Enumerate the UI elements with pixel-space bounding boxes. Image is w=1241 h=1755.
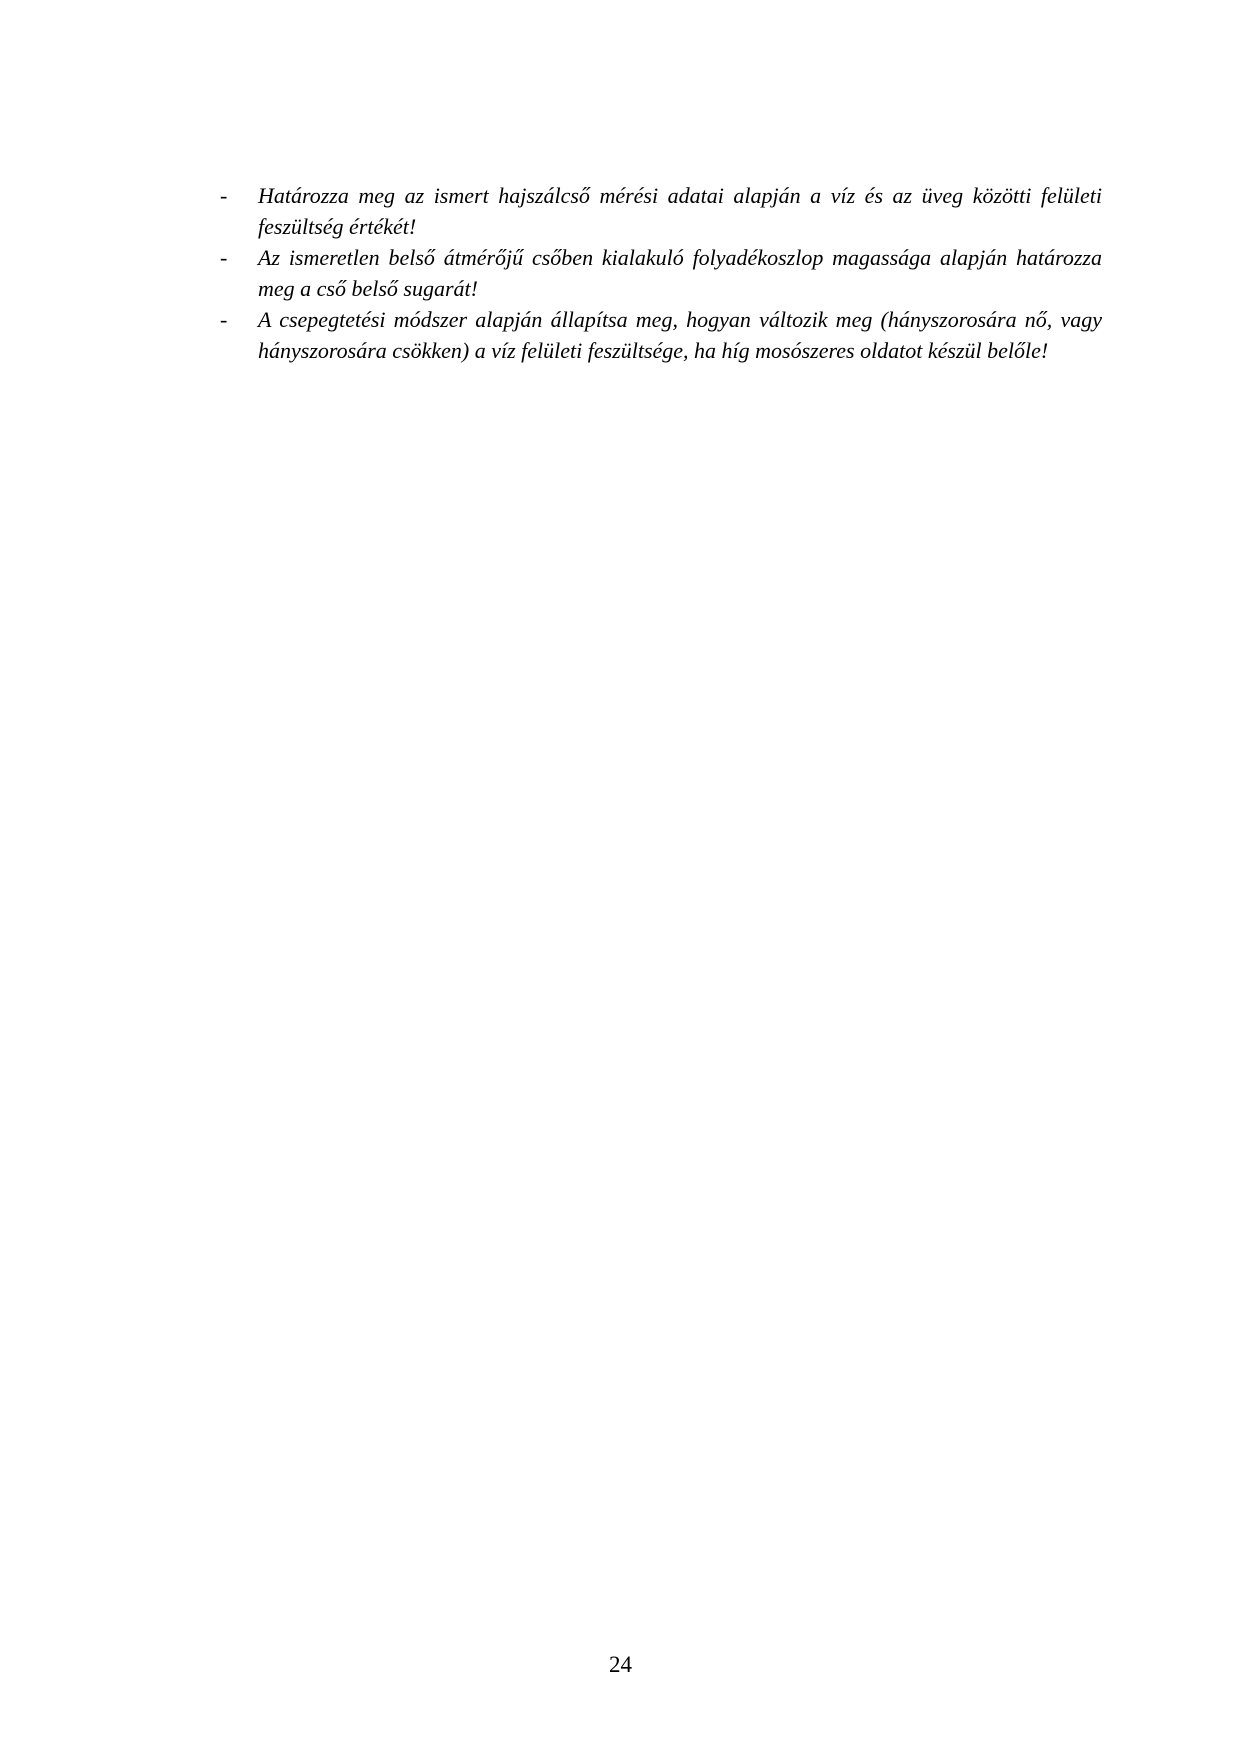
list-item (220, 180, 1102, 242)
task-text-tube-radius: Az ismeretlen belső átmérőjű csőben kialakuló folyadékoszlop magassága alapján határozza meg a cső belső sugarát! (258, 245, 1102, 301)
dash-bullet: - (220, 307, 228, 332)
task-text-surface-tension: Határozza meg az ismert hajszálcső mérési adatai alapján a víz és az üveg közötti felületi feszültség értékét! (258, 183, 1102, 239)
task-list (220, 180, 1102, 366)
dash-bullet: - (220, 245, 228, 270)
list-item (220, 242, 1102, 304)
list-item (220, 304, 1102, 366)
page-number: 24 (609, 1652, 632, 1677)
task-text-drop-method: A csepegtetési módszer alapján állapítsa meg, hogyan változik meg (hányszorosára nő, vagy hányszorosára csökken) a víz felületi feszültsége, ha híg mosószeres oldatot készül belőle! (258, 307, 1102, 363)
dash-bullet: - (220, 183, 228, 208)
